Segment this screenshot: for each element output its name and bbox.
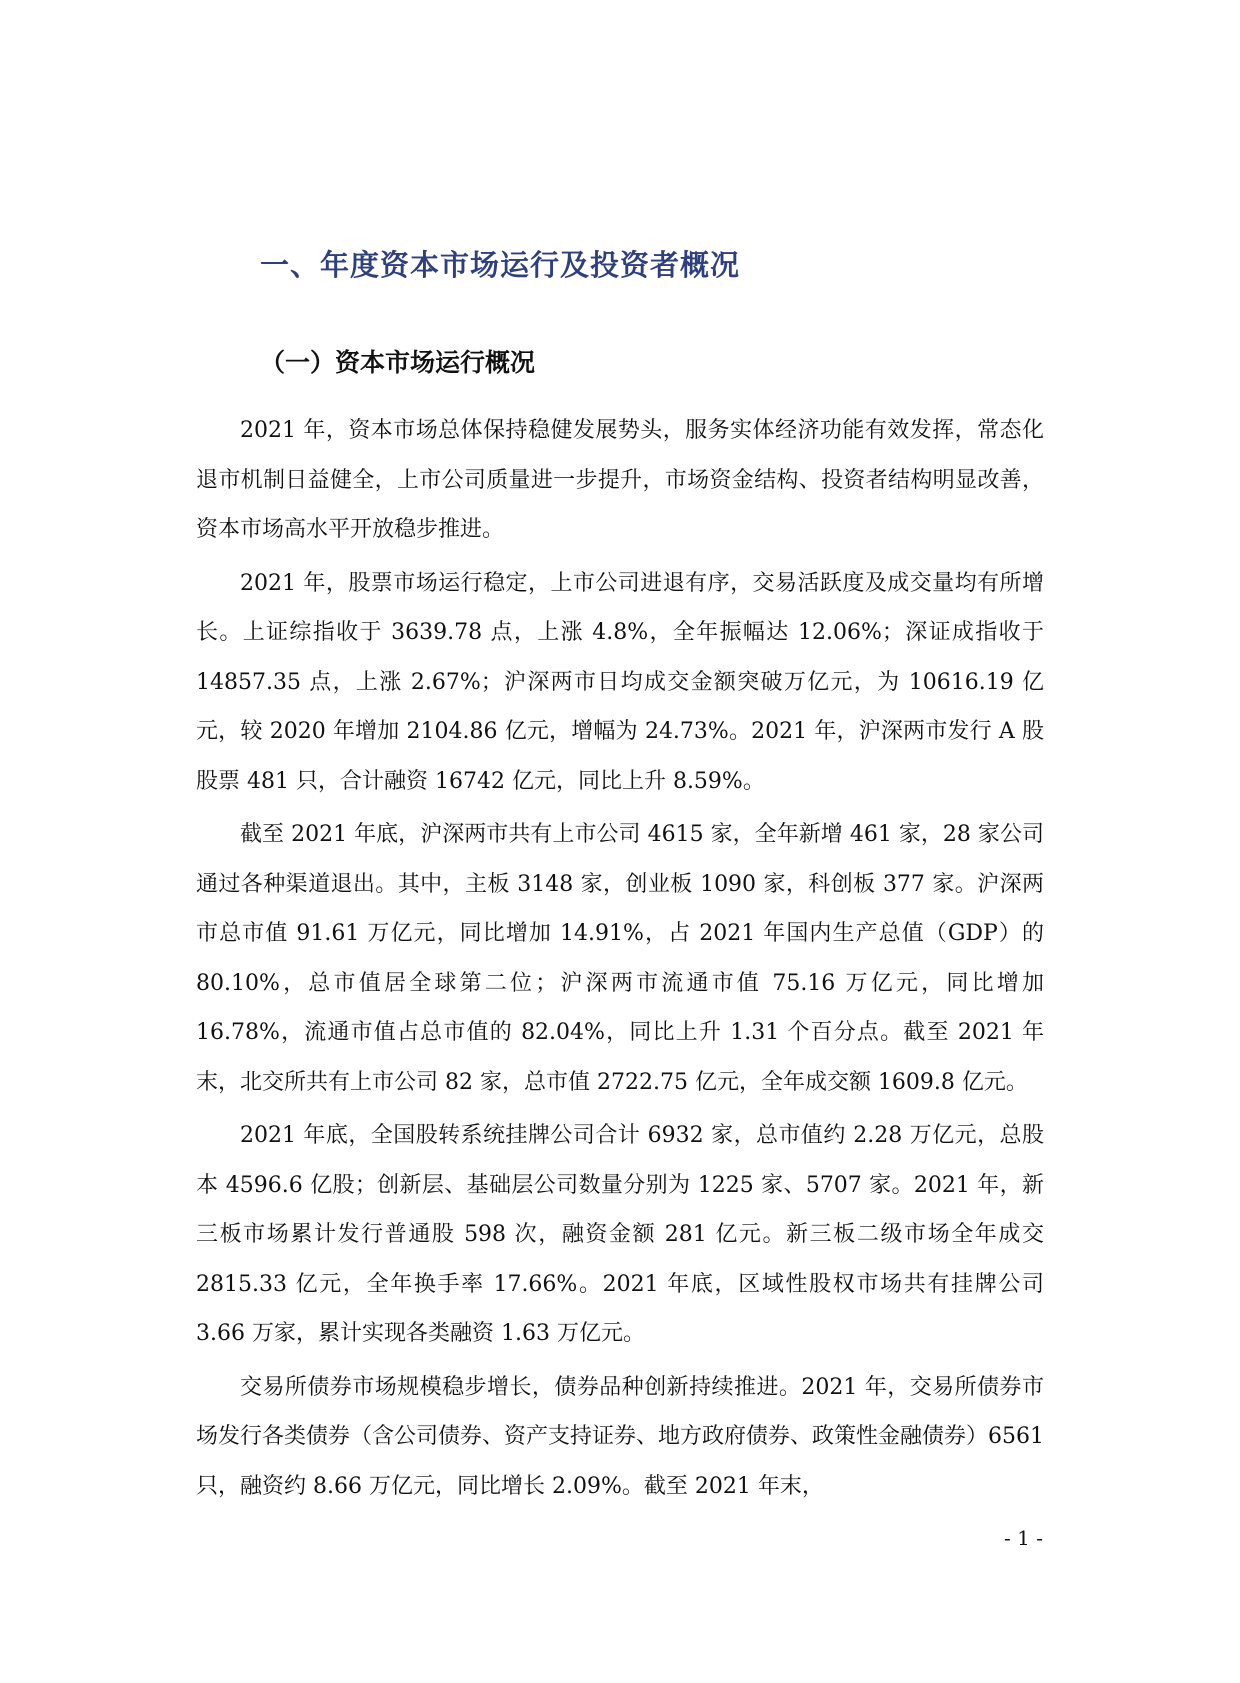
page-number: - 1 - <box>1004 1526 1043 1550</box>
subsection-title: （一）资本市场运行概况 <box>260 348 536 377</box>
paragraph: 2021 年底，全国股转系统挂牌公司合计 6932 家，总市值约 2.28 万亿元，总股本 4596.6 亿股；创新层、基础层公司数量分别为 1225 家、5707 家。2021 年，新三板市场累计发行普通股 598 次，融资金额 281 亿元。新三板二级市场全年成交 2815.33 亿元，全年换手率 17.66%。2021 年底，区域性股权市场共有挂牌公司 3.66 万家，累计实现各类融资 1.63 万亿元。 <box>196 1123 1044 1346</box>
paragraph: 2021 年，资本市场总体保持稳健发展势头，服务实体经济功能有效发挥，常态化退市机制日益健全，上市公司质量进一步提升，市场资金结构、投资者结构明显改善，资本市场高水平开放稳步推进。 <box>196 418 1044 542</box>
paragraph: 截至 2021 年底，沪深两市共有上市公司 4615 家，全年新增 461 家，28 家公司通过各种渠道退出。其中，主板 3148 家，创业板 1090 家，科创板 377 家。沪深两市总市值 91.61 万亿元，同比增加 14.91%，占 2021 年国内生产总值（GDP）的 80.10%，总市值居全球第二位；沪深两市流通市值 75.16 万亿元，同比增加 16.78%，流通市值占总市值的 82.04%，同比上升 1.31 个百分点。截至 2021 年末，北交所共有上市公司 82 家，总市值 2722.75 亿元，全年成交额 1609.8 亿元。 <box>196 822 1044 1095</box>
paragraph: 2021 年，股票市场运行稳定，上市公司进退有序，交易活跃度及成交量均有所增长。上证综指收于 3639.78 点，上涨 4.8%，全年振幅达 12.06%；深证成指收于 14857.35 点，上涨 2.67%；沪深两市日均成交金额突破万亿元，为 10616.19 亿元，较 2020 年增加 2104.86 亿元，增幅为 24.73%。2021 年，沪深两市发行 A 股股票 481 只，合计融资 16742 亿元，同比上升 8.59%。 <box>196 570 1044 794</box>
section-title: 一、年度资本市场运行及投资者概况 <box>260 248 741 282</box>
paragraph: 交易所债券市场规模稳步增长，债券品种创新持续推进。2021 年，交易所债券市场发行各类债券（含公司债券、资产支持证券、地方政府债券、政策性金融债券）6561 只，融资约 8.66 万亿元，同比增长 2.09%。截至 2021 年末， <box>196 1374 1044 1499</box>
body-text <box>196 406 1044 1515</box>
